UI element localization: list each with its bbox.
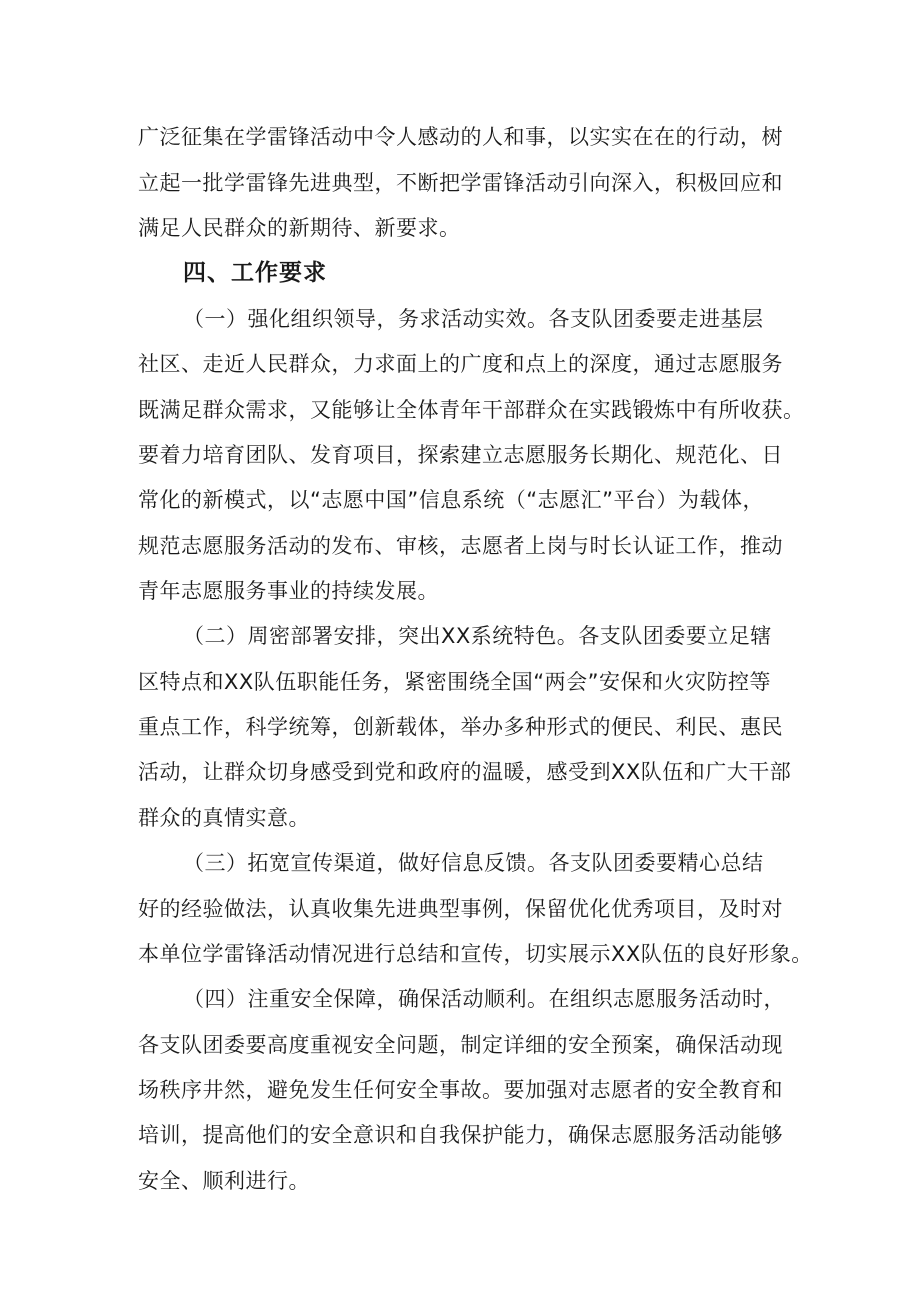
intro-line-3: 满足人民群众的新期待、新要求。 xyxy=(138,216,461,240)
paragraph1-line-1: （一）强化组织领导，务求活动实效。各支队团委要走进基层 xyxy=(183,307,764,331)
paragraph1-line-7: 青年志愿服务事业的持续发展。 xyxy=(138,579,439,603)
paragraph1-line-3: 既满足群众需求，又能够让全体青年干部群众在实践锻炼中有所收获。 xyxy=(138,398,805,422)
paragraph1-line-4: 要着力培育团队、发育项目，探索建立志愿服务长期化、规范化、日 xyxy=(138,443,783,467)
paragraph4-line-4: 培训，提高他们的安全意识和自我保护能力，确保志愿服务活动能够 xyxy=(138,1123,783,1147)
paragraph3-line-3: 本单位学雷锋活动情况进行总结和宣传，切实展示XX队伍的良好形象。 xyxy=(138,942,813,966)
paragraph1-line-5: 常化的新模式，以“志愿中国”信息系统（“志愿汇”平台）为载体， xyxy=(138,488,765,512)
paragraph2-line-5: 群众的真情实意。 xyxy=(138,806,310,830)
paragraph2-line-4: 活动，让群众切身感受到党和政府的温暖，感受到XX队伍和广大干部 xyxy=(138,760,792,784)
section-heading: 四、工作要求 xyxy=(183,260,327,286)
paragraph2-line-3: 重点工作，科学统筹，创新载体，举办多种形式的便民、利民、惠民 xyxy=(138,715,783,739)
intro-line-1: 广泛征集在学雷锋活动中令人感动的人和事，以实实在在的行动，树 xyxy=(138,125,783,149)
paragraph4-line-2: 各支队团委要高度重视安全问题，制定详细的安全预案，确保活动现 xyxy=(138,1033,783,1057)
paragraph4-line-1: （四）注重安全保障，确保活动顺利。在组织志愿服务活动时， xyxy=(183,987,785,1011)
paragraph3-line-2: 好的经验做法，认真收集先进典型事例，保留优化优秀项目，及时对 xyxy=(138,897,783,921)
paragraph1-line-6: 规范志愿服务活动的发布、审核，志愿者上岗与时长认证工作，推动 xyxy=(138,534,783,558)
paragraph2-line-2: 区特点和XX队伍职能任务，紧密围绕全国“两会”安保和火灾防控等 xyxy=(138,670,772,694)
paragraph3-line-1: （三）拓宽宣传渠道，做好信息反馈。各支队团委要精心总结 xyxy=(183,851,764,875)
paragraph4-line-5: 安全、顺利进行。 xyxy=(138,1169,310,1193)
paragraph2-line-1: （二）周密部署安排，突出XX系统特色。各支队团委要立足辖 xyxy=(183,624,772,648)
intro-line-2: 立起一批学雷锋先进典型，不断把学雷锋活动引向深入，积极回应和 xyxy=(138,171,783,195)
paragraph4-line-3: 场秩序井然，避免发生任何安全事故。要加强对志愿者的安全教育和 xyxy=(138,1078,783,1102)
paragraph1-line-2: 社区、走近人民群众，力求面上的广度和点上的深度，通过志愿服务 xyxy=(138,352,783,376)
